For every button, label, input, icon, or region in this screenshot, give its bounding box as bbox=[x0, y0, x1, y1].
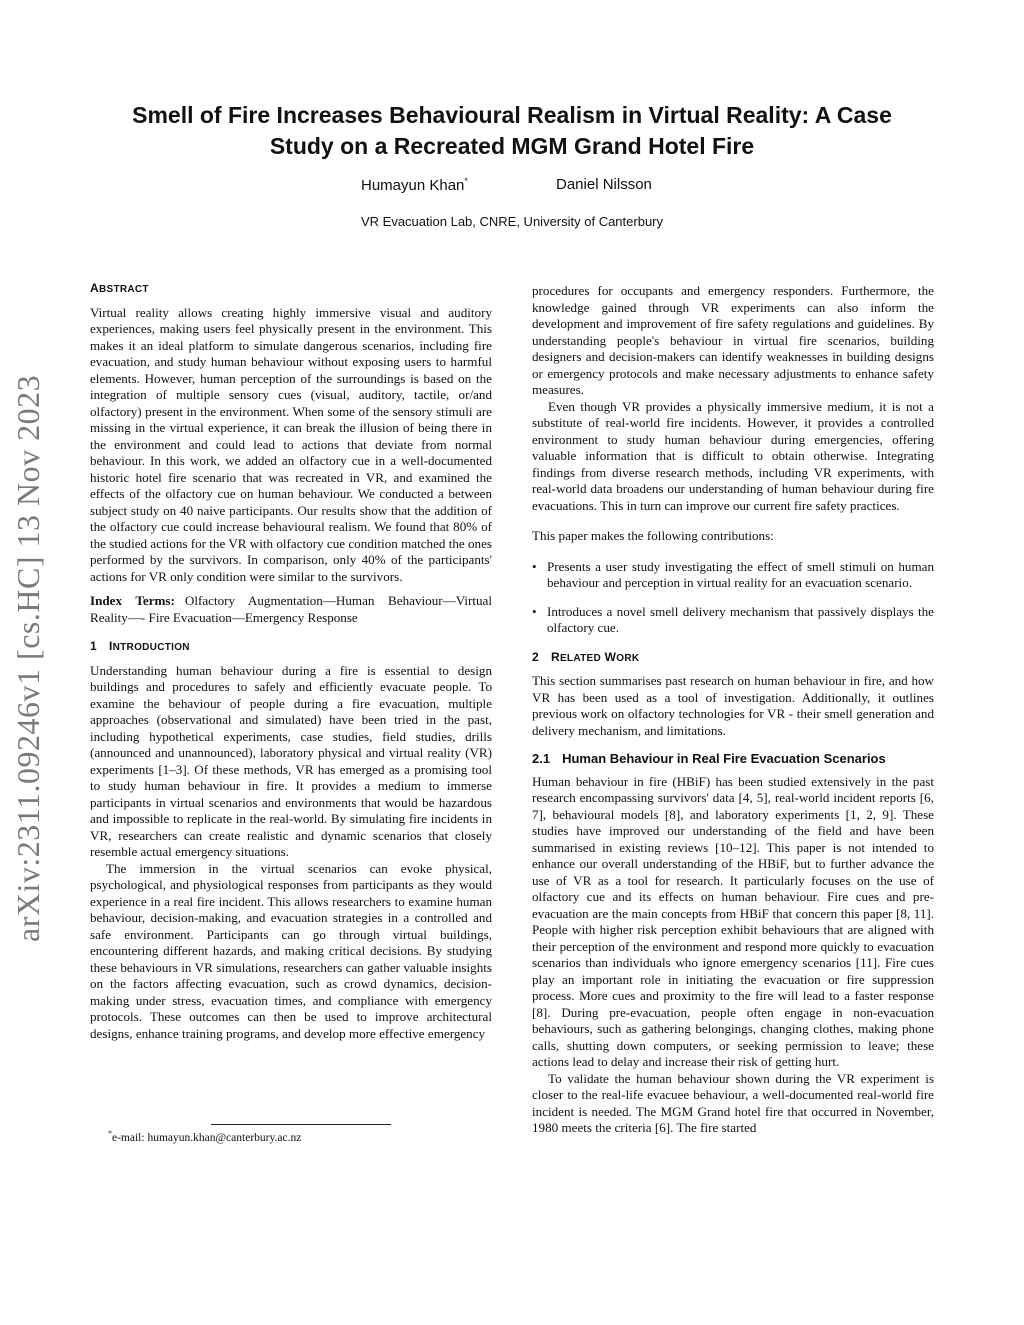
paragraph: Understanding human behaviour during a fire is essential to design buildings and procedures to safely and efficiently evacuate people. To examine the behaviour of people during a fire evacuation, multiple approaches (observational and simulated) have been tried in the past, including hypothetical experiments, case studies, field studies, drills (announced and unannounced), laboratory physical and virtual reality (VR) experiments [1–3]. Of these methods, VR has emerged as a promising tool to study human behaviour in fire. It provides a medium to immerse participants in virtual scenarios and environments that would be hazardous and impossible to replicate in the real-world. By simulating fire incidents in VR, researchers can create realistic and dynamic scenarios that closely resemble actual emergency situations. bbox=[90, 662, 492, 859]
right-column bbox=[532, 283, 934, 1137]
left-column bbox=[90, 280, 492, 1042]
list-item: • Introduces a novel smell delivery mechanism that passively displays the olfactory cue. bbox=[532, 603, 934, 635]
bullet-icon: • bbox=[532, 558, 537, 574]
paragraph: This paper makes the following contributions: bbox=[532, 528, 774, 543]
author-list bbox=[0, 176, 1024, 196]
paragraph: procedures for occupants and emergency responders. Furthermore, the knowledge gained through VR experiments can also inform the development and improvement of fire safety regulations and guidelines. By understanding people's behaviour in virtual fire scenarios, building designers and decision-makers can identify weaknesses in building designs or emergency protocols and make necessary adjustments to enhance safety measures. bbox=[532, 283, 934, 397]
paragraph: The immersion in the virtual scenarios can evoke physical, psychological, and physiological responses from participants as they would experience in a real fire incident. This allows researchers to examine human behaviour, decision-making, and evacuation strategies in a controlled and safe environment. Participants can go through virtual buildings, encountering different hazards, and making critical decisions. By studying these behaviours in VR simulations, researchers can gather valuable insights on the factors affecting evacuation, such as crowd dynamics, decision-making under stress, evacuation times, and compliance with emergency protocols. These outcomes can then be used to improve architectural designs, enhance training programs, and develop more effective emergency bbox=[90, 860, 492, 1041]
footnote-rule bbox=[211, 1124, 391, 1125]
paragraph: To validate the human behaviour shown during the VR experiment is closer to the real-life evacuee behaviour, a well-documented real-world fire incident is needed. The MGM Grand hotel fire that occurred in November, 1980 meets the criteria [6]. The fire started bbox=[532, 1070, 934, 1135]
list-item: • Presents a user study investigating the effect of smell stimuli on human behaviour and perception in virtual reality for an evacuation scenario. bbox=[532, 558, 934, 590]
index-terms: Index Terms: Olfactory Augmentation—Human Behaviour—Virtual Reality—- Fire Evacuation—Emergency Response bbox=[90, 593, 492, 625]
author-name: Daniel Nilsson bbox=[556, 176, 652, 193]
paragraph: Even though VR provides a physically immersive medium, it is not a substitute of real-world fire incidents. However, it provides a controlled environment to study human behaviour during emergencies, offering valuable information that is difficult to obtain otherwise. Integrating findings from diverse research methods, including VR experiments, with real-world data broadens our understanding of human behaviour during fire evacuations. This in turn can improve our current fire safety practices. bbox=[532, 398, 934, 513]
author-name: Humayun Khan* bbox=[361, 176, 468, 194]
footnote: *e-mail: humayun.khan@canterbury.ac.nz bbox=[108, 1129, 302, 1144]
subsection-heading: 2.1 Human Behaviour in Real Fire Evacuation Scenarios bbox=[532, 751, 886, 766]
paragraph: This section summarises past research on human behaviour in fire, and how VR has been used as a tool of investigation. Additionally, it outlines previous work on olfactory technologies for VR - their smell generation and delivery mechanism, and limitations. bbox=[532, 673, 934, 738]
bullet-icon: • bbox=[532, 603, 537, 619]
affiliation: VR Evacuation Lab, CNRE, University of Canterbury bbox=[360, 214, 663, 229]
footnote-mark: * bbox=[464, 176, 468, 186]
section-heading-introduction: 1 INTRODUCTION bbox=[90, 639, 190, 653]
arxiv-watermark: arXiv:2311.09246v1 [cs.HC] 13 Nov 2023 bbox=[10, 374, 46, 942]
abstract-text: Virtual reality allows creating highly immersive visual and auditory experiences, making users feel physically present in the environment. This makes it an ideal platform to simulate dangerous scenarios, including fire evacuation, and study human behaviour without exposing users to harmful elements. However, human perception of the surroundings is based on the integration of multiple sensory cues (visual, auditory, tactile, or/and olfactory) present in the environment. When some of the sensory stimuli are missing in the virtual experience, it can break the illusion of being there in the environment and could lead to actions that deviate from normal behaviour. In this work, we added an olfactory cue in a well-documented historic hotel fire scenario that was recreated in VR, and examined the effects of the olfactory cue on human behaviour. We conducted a between subject study on 40 naive participants. Our results show that the addition of the olfactory cue could increase behavioural realism. We found that 80% of the studied actions for the VR with olfactory cue condition matched the ones performed by the survivors. In comparison, only 40% of the participants' actions for VR only condition were similar to the survivors. bbox=[90, 304, 492, 584]
contributions-list bbox=[532, 559, 934, 637]
abstract-heading: ABSTRACT bbox=[90, 281, 149, 295]
paragraph: Human behaviour in fire (HBiF) has been studied extensively in the past research encompassing survivors' data [4, 5], real-world incident reports [6, 7], behavioural models [8], and laboratory experiments [1, 2, 9]. These studies have improved our understanding of the field and have been summarised in existing reviews [10–12]. This paper is not intended to enhance our overall understanding of the HBiF, but to further advance the use of VR as a tool for research. It particularly focuses on the use of olfactory cue and its effects on human behaviour. Fire cues and pre-evacuation are the main concepts from HBiF that concern this paper [8, 11]. People with higher risk perception exhibit behaviours that are aligned with their perception of the environment and respond more quickly to evacuation scenarios than individuals who ignore emergency scenarios [11]. Fire cues play an important role in initiating the evacuation or fire suppression process. More cues and proximity to the fire will lead to a faster response [8]. During pre-evacuation, people often engage in non-evacuation behaviours, such as gathering belongings, changing clothes, making phone calls, shutting down computers, or seeking permission to leave; these actions lead to delay and increase their risk of getting hurt. bbox=[532, 773, 934, 1069]
section-heading-related-work: 2 RELATED WORK bbox=[532, 649, 640, 664]
paper-title: Smell of Fire Increases Behavioural Realism in Virtual Reality: A Case Study on a Recreated MGM Grand Hotel Fire bbox=[132, 102, 892, 159]
